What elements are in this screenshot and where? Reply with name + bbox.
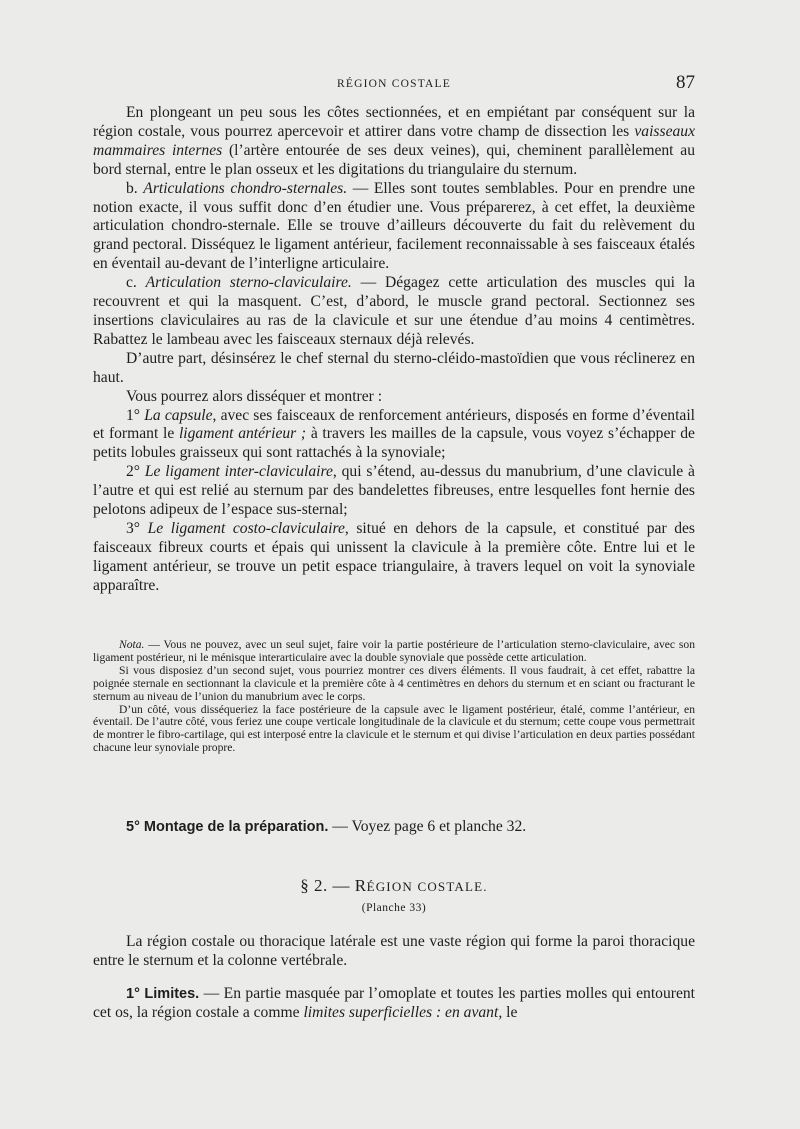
paragraph-mammary-vessels: En plongeant un peu sous les côtes sectionnées, et en empiétant par conséquent sur la région costale, vous pourrez apercevoir et attirer dans votre champ de dissection les vaisseaux mammaires internes (l’artère entourée de ses deux veines), qui, cheminent parallèlement au bord sternal, entre le plan osseux et les digitations du triangulaire du sternum. xyxy=(93,104,695,178)
montage-text: — Voyez page 6 et planche 32. xyxy=(328,818,527,835)
paragraph-chondro-sternal: b. Articulations chondro-sternales. — Elles sont toutes semblables. Pour en prendre une notion exacte, il vous suffit donc d’en étudier une. Vous préparerez, à cet effet, la deuxième articulation chondro-sternale. Elle se trouve d’ailleurs découverte du fait du relèvement du grand pectoral. Disséquez le ligament antérieur, facilement reconnaissable à ses faisceaux étalés en éventail au-devant de l’interligne articulaire. xyxy=(93,179,696,273)
page-number: 87 xyxy=(676,72,695,93)
list-item-inter-clavicular: 2° Le ligament inter-claviculaire, qui s’étend, au-dessus du manubrium, d’une clavicule à l’autre et qui est relié au sternum par des bandelettes fibreuses, entre lesquelles font hernie des pelotons adipeux de l’espace sus-sternal; xyxy=(93,463,695,519)
list-item-costo-clavicular: 3° Le ligament costo-claviculaire, situé en dehors de la capsule, et constitué par des faisceaux fibreux courts et épais qui unissent la clavicule à la première côte. Entre lui et le ligament antérieur, se trouve un petit espace triangulaire, à travers lequel on voit la synoviale apparaître. xyxy=(93,519,695,594)
nota-paragraph-2: Si vous disposiez d’un second sujet, vous pourriez montrer ces divers éléments. Il vous faudrait, à cet effet, rabattre la poignée sternale en sectionnant la clavicule et la première côte à 4 centimètres en dehors du sternum et en sciant ou fracturant le sternum au niveau de l’union du manubrium avec le corps. xyxy=(93,663,695,703)
limits-block xyxy=(93,985,695,1023)
montage-heading xyxy=(93,818,695,837)
running-title: RÉGION COSTALE xyxy=(337,78,451,90)
nota-paragraph-1: Nota. — Vous ne pouvez, avec un seul sujet, faire voir la partie postérieure de l’articulation sterno-claviculaire, avec son ligament postérieur, ni le ménisque interarticulaire avec la double synoviale que possède cette articulation. xyxy=(93,638,695,664)
nota-paragraph-3: D’un côté, vous disséqueriez la face postérieure de la capsule avec le ligament postérieur, étalé, comme l’antérieur, en éventail. De l’autre côté, vous feriez une coupe verticale longitudinale de la clavicule et du sternum; cette coupe vous permettrait de montrer le fibro-cartilage, qui est interposé entre la clavicule et le sternum et qui divise l’articulation en deux parties possédant chacune leur synoviale propre. xyxy=(93,702,695,755)
running-head xyxy=(93,74,695,96)
paragraph-limits: 1° Limites. — En partie masquée par l’omoplate et toutes les parties molles qui entourent cet os, la région costale a comme limites superficielles : en avant, le xyxy=(93,985,695,1021)
section-title: § 2. — RÉGION COSTALE. xyxy=(300,876,488,895)
region-intro xyxy=(93,933,695,971)
paragraph-intro-list: Vous pourrez alors disséquer et montrer : xyxy=(126,387,383,405)
limits-label: 1° Limites. xyxy=(126,986,200,1002)
montage-label: 5° Montage de la préparation. xyxy=(126,819,329,835)
plate-reference: (Planche 33) xyxy=(361,902,427,914)
paragraph-sterno-clavicular: c. Articulation sterno-claviculaire. — Dégagez cette articulation des muscles qui la recouvrent et qui la masquent. C’est, d’abord, le muscle grand pectoral. Sectionnez ses insertions claviculaires au ras de la clavicule et sur une étendue d’au moins 4 centimètres. Rabattez le lambeau avec les faisceaux sternaux déjà relevés. xyxy=(93,274,696,348)
nota-block xyxy=(93,639,695,755)
list-item-capsule: 1° La capsule, avec ses faisceaux de renforcement antérieurs, disposés en forme d’éventail et formant le ligament antérieur ; à travers les mailles de la capsule, vous voyez s’échapper de petits lobules graisseux qui sont rattachés à la synoviale; xyxy=(93,406,695,462)
main-text xyxy=(93,104,695,596)
paragraph-sterno-mastoid: D’autre part, désinsérez le chef sternal du sterno-cléido-mastoïdien que vous réclinerez en haut. xyxy=(93,349,695,386)
paragraph-region-definition: La région costale ou thoracique latérale est une vaste région qui forme la paroi thoracique entre le sternum et la colonne vertébrale. xyxy=(93,933,695,969)
